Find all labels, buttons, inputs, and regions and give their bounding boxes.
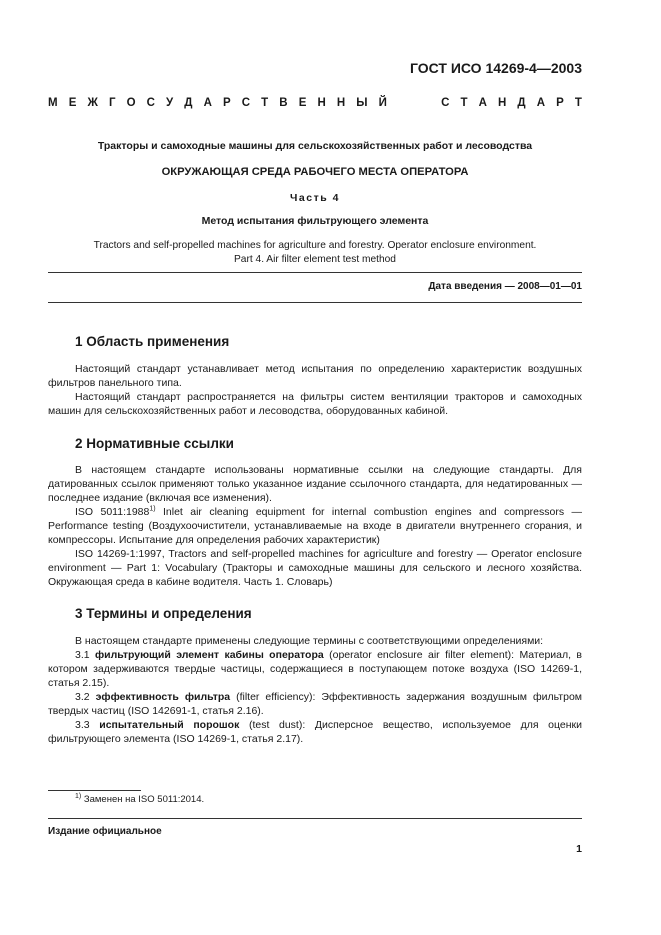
english-title-line-2: Part 4. Air filter element test method — [234, 254, 396, 265]
title-line-1: Тракторы и самоходные машины для сельскохозяйственных работ и лесоводства — [97, 140, 533, 152]
banner-letter: Ы — [356, 97, 368, 109]
banner-letter: А — [478, 97, 487, 109]
banner-letter: Т — [574, 97, 582, 109]
part-title: Часть 4 — [290, 192, 340, 204]
banner-letter: С — [441, 97, 450, 109]
edition-label: Издание официальное — [48, 826, 162, 837]
footnote-rule — [48, 790, 141, 791]
divider — [48, 302, 582, 303]
banner-letter: Й — [378, 97, 387, 109]
banner-letter: А — [536, 97, 546, 109]
banner-letter: Н — [336, 97, 346, 109]
banner-letter: А — [203, 97, 212, 109]
document-code: ГОСТ ИСО 14269-4—2003 — [410, 60, 582, 76]
english-title — [48, 239, 582, 267]
introduction-date: Дата введения — 2008—01—01 — [428, 281, 582, 292]
definition-number: 3.1 — [75, 649, 95, 661]
reference-iso-14269-1: ISO 14269-1:1997, Tractors and self-propelled machines for agriculture and forestry — Operator enclosure environment — Part 1: Vocabulary (Тракторы и самоходные машины для сельского и лесного хозяйства. Окружающая среда в кабине водителя. Часть 1. Словарь) — [48, 548, 582, 588]
definition-term: испытательный порошок — [99, 719, 240, 731]
section-2-body — [48, 463, 582, 589]
footnote-text: Заменен на ISO 5011:2014. — [81, 794, 205, 805]
banner-letter: Г — [108, 97, 116, 109]
banner-letter: Ж — [87, 97, 98, 109]
english-title-line-1: Tractors and self-propelled machines for agriculture and forestry. Operator enclosure environment. — [93, 240, 537, 251]
banner-letter: Е — [68, 97, 77, 109]
paragraph: Настоящий стандарт устанавливает метод испытания по определению характеристик воздушных фильтров панельного типа. — [48, 363, 582, 389]
definition-3-2 — [48, 690, 582, 718]
definition-text: (test dust): Дисперсное вещество, используемое для оценки фильтрующего элемента (ISO 14269-1, статья 2.17). — [48, 719, 583, 745]
banner-letter: Т — [460, 97, 468, 109]
banner-letter: В — [279, 97, 288, 109]
reference-iso-5011 — [48, 505, 582, 547]
paragraph: В настоящем стандарте применены следующие термины с соответствующими определениями: — [75, 635, 544, 647]
banner-letter: Д — [517, 97, 526, 109]
banner-gap — [398, 97, 430, 109]
divider — [48, 818, 582, 819]
page-number: 1 — [576, 843, 582, 855]
definition-3-3 — [48, 718, 582, 746]
definition-text: (operator enclosure air filter element): Материал, в котором задерживаются твердые частицы, содержащиеся в поступающем потоке воздуха (ISO 14269-1, статья 2.15). — [48, 649, 582, 689]
definition-number: 3.2 — [75, 691, 96, 703]
banner-letter: Н — [317, 97, 326, 109]
banner-letter: М — [48, 97, 58, 109]
section-3-heading: 3 Термины и определения — [75, 606, 252, 621]
paragraph: В настоящем стандарте использованы нормативные ссылки на следующие стандарты. Для датированных ссылок применяют только указанное издание ссылочного стандарта, для недатированных — последнее издание (включая все изменения). — [48, 464, 582, 504]
banner-letter: У — [166, 97, 174, 109]
banner-letter: Д — [184, 97, 193, 109]
definition-text: (filter efficiency): Эффективность задержания воздушным фильтром твердых частиц (ISO 142691-1, статья 2.16). — [48, 691, 583, 717]
section-1-heading: 1 Область применения — [75, 334, 230, 349]
banner-letter: Е — [298, 97, 307, 109]
banner-letter: О — [126, 97, 136, 109]
definition-number: 3.3 — [75, 719, 100, 731]
divider — [48, 272, 582, 273]
reference-code: ISO 5011:1988 — [75, 506, 150, 518]
section-3-body — [48, 634, 582, 746]
section-2-heading: 2 Нормативные ссылки — [75, 436, 234, 451]
banner-letter: С — [241, 97, 251, 109]
method-title: Метод испытания фильтрующего элемента — [201, 215, 429, 227]
title-line-2: ОКРУЖАЮЩАЯ СРЕДА РАБОЧЕГО МЕСТА ОПЕРАТОРА — [161, 166, 469, 178]
reference-text: Inlet air cleaning equipment for internal combustion engines and compressors — Performance testing (Воздухоочистители, устанавливаемые на входе в двигатели внутреннего сгорания, и компрессоры. Испытание для определения рабочих характеристик) — [48, 506, 582, 546]
standard-banner — [48, 97, 582, 109]
definition-3-1 — [48, 648, 582, 690]
banner-letter: Т — [261, 97, 269, 109]
paragraph: Настоящий стандарт распространяется на фильтры систем вентиляции тракторов и самоходных машин для сельскохозяйственных работ и лесоводства, оборудованных кабиной. — [48, 391, 582, 417]
footnote — [75, 794, 204, 805]
definition-term: эффективность фильтра — [95, 691, 231, 703]
banner-letter: Р — [556, 97, 564, 109]
section-1-body — [48, 362, 582, 418]
banner-letter: Р — [222, 97, 231, 109]
definition-term: фильтрующий элемент кабины оператора — [94, 649, 324, 661]
footnote-mark: 1) — [75, 792, 82, 800]
banner-letter: Н — [498, 97, 507, 109]
footnote-mark[interactable]: 1) — [149, 505, 156, 513]
banner-letter: С — [146, 97, 155, 109]
